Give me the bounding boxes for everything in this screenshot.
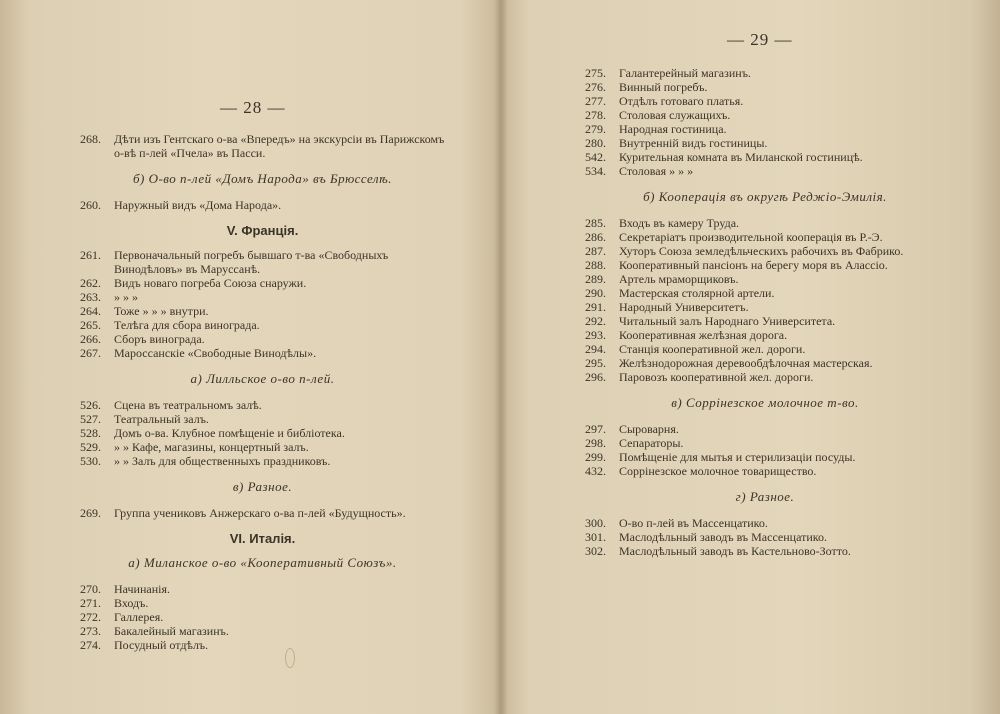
list-item: 296. Паровозъ кооперативной жел. дороги.	[585, 370, 814, 384]
section-heading: б) Кооперація въ округѣ Реджіо-Эмилія.	[643, 189, 887, 204]
section-heading: в) Соррінезское молочное т-во.	[671, 395, 859, 410]
list-item: 291. Народный Университетъ.	[585, 300, 749, 314]
list-item: 269. Группа учениковъ Анжерскаго о-ва п-лей «Будущность».	[80, 506, 406, 520]
list-item: 534. Столовая » » »	[585, 164, 694, 178]
list-item: 292. Читальный залъ Народнаго Университета.	[585, 314, 836, 328]
list-item: 528. Домъ о-ва. Клубное помѣщеніе и библіотека.	[80, 426, 345, 440]
list-item: 529. » » Кафе, магазины, концертный залъ.	[80, 440, 309, 454]
list-item: 270. Начинанія.	[80, 582, 170, 596]
list-item: 277. Отдѣлъ готоваго платья.	[585, 94, 744, 108]
list-item: 271. Входъ.	[80, 596, 149, 610]
right-page-content	[585, 66, 945, 558]
list-item: 263. » » »	[80, 290, 138, 304]
entries-milan-cont	[585, 66, 945, 178]
entries-lille	[80, 398, 445, 468]
list-item: 301. Маслодѣльный заводъ въ Массенцатико.	[585, 530, 828, 544]
list-item: 298. Сепараторы.	[585, 436, 684, 450]
entries-reggio	[585, 216, 945, 384]
entries-gent	[80, 132, 445, 160]
chapter-heading-italy: VI. Италія.	[229, 531, 296, 546]
list-item: 287. Хуторъ Союза земледѣльческихъ рабочихъ въ Фабрико.	[585, 244, 904, 258]
list-item: 279. Народная гостиница.	[585, 122, 727, 136]
list-item: 294. Станція кооперативной жел. дороги.	[585, 342, 806, 356]
entries-misc-right	[585, 516, 945, 558]
list-item: 267. Мароссанскіе «Свободные Винодѣлы».	[80, 346, 317, 360]
left-page-content	[80, 132, 445, 652]
list-item: 302. Маслодѣльный заводъ въ Кастельново-Зотто.	[585, 544, 851, 558]
list-item: 542. Курительная комната въ Миланской гостиницѣ.	[585, 150, 863, 164]
page-number: — 29 —	[727, 30, 793, 49]
list-item: 265. Телѣга для сбора винограда.	[80, 318, 260, 332]
list-item: 527. Театральный залъ.	[80, 412, 209, 426]
list-item: 280. Внутренній видъ гостиницы.	[585, 136, 768, 150]
section-heading: а) Лилльское о-во п-лей.	[190, 371, 335, 386]
list-item: 300. О-во п-лей въ Массенцатико.	[585, 516, 768, 530]
list-item: 260. Наружный видъ «Дома Народа».	[80, 198, 282, 212]
list-item: 286. Секретаріатъ производительной кооперація въ Р.-Э.	[585, 230, 883, 244]
entries-sorrin	[585, 422, 945, 478]
list-item: 262. Видъ новаго погреба Союза снаружи.	[80, 276, 307, 290]
list-item: 278. Столовая служащихъ.	[585, 108, 731, 122]
section-heading: а) Миланское о-во «Кооперативный Союзъ».	[128, 555, 397, 570]
chapter-heading-france: V. Франція.	[226, 223, 299, 238]
list-item: 299. Помѣщеніе для мытья и стерилизаціи посуды.	[585, 450, 856, 464]
list-item: 289. Артель мраморщиковъ.	[585, 272, 739, 286]
section-heading: б) О-во п-лей «Домъ Народа» въ Брюсселѣ.	[132, 171, 393, 186]
section-heading: г) Разное.	[735, 489, 795, 504]
entries-milan	[80, 582, 445, 652]
entries-france	[80, 248, 445, 360]
list-item: 268. Дѣти изъ Гентскаго о-ва «Впередъ» на экскурсіи въ Парижскомъ о-вѣ п-лей «Пчела» въ Пасси.	[80, 132, 445, 160]
list-item: 276. Винный погребъ.	[585, 80, 708, 94]
list-item: 266. Сборъ винограда.	[80, 332, 205, 346]
list-item: 295. Желѣзнодорожная деревообдѣлочная мастерская.	[585, 356, 873, 370]
list-item: 274. Посудный отдѣлъ.	[80, 638, 209, 652]
list-item: 530. » » Залъ для общественныхъ праздниковъ.	[80, 454, 331, 468]
list-item: 273. Бакалейный магазинъ.	[80, 624, 229, 638]
paper-stain	[285, 648, 295, 668]
list-item: 261. Первоначальный погребъ бывшаго т-ва «Свободныхъ Винодѣловъ» въ Маруссанѣ.	[80, 248, 389, 276]
section-heading: в) Разное.	[232, 479, 293, 494]
list-item: 432. Соррінезское молочное товарищество.	[585, 464, 817, 478]
page-number: — 28 —	[220, 98, 286, 117]
list-item: 272. Галлерея.	[80, 610, 164, 624]
list-item: 275. Галантерейный магазинъ.	[585, 66, 751, 80]
list-item: 526. Сцена въ театральномъ залѣ.	[80, 398, 262, 412]
list-item: 297. Сыроварня.	[585, 422, 679, 436]
list-item: 290. Мастерская столярной артели.	[585, 286, 775, 300]
list-item: 288. Кооперативный пансіонъ на берегу моря въ Алассіо.	[585, 258, 888, 272]
list-item: 264. Тоже » » » внутри.	[80, 304, 209, 318]
list-item: 285. Входъ въ камеру Труда.	[585, 216, 740, 230]
list-item: 293. Кооперативная желѣзная дорога.	[585, 328, 788, 342]
right-page	[505, 0, 1000, 714]
